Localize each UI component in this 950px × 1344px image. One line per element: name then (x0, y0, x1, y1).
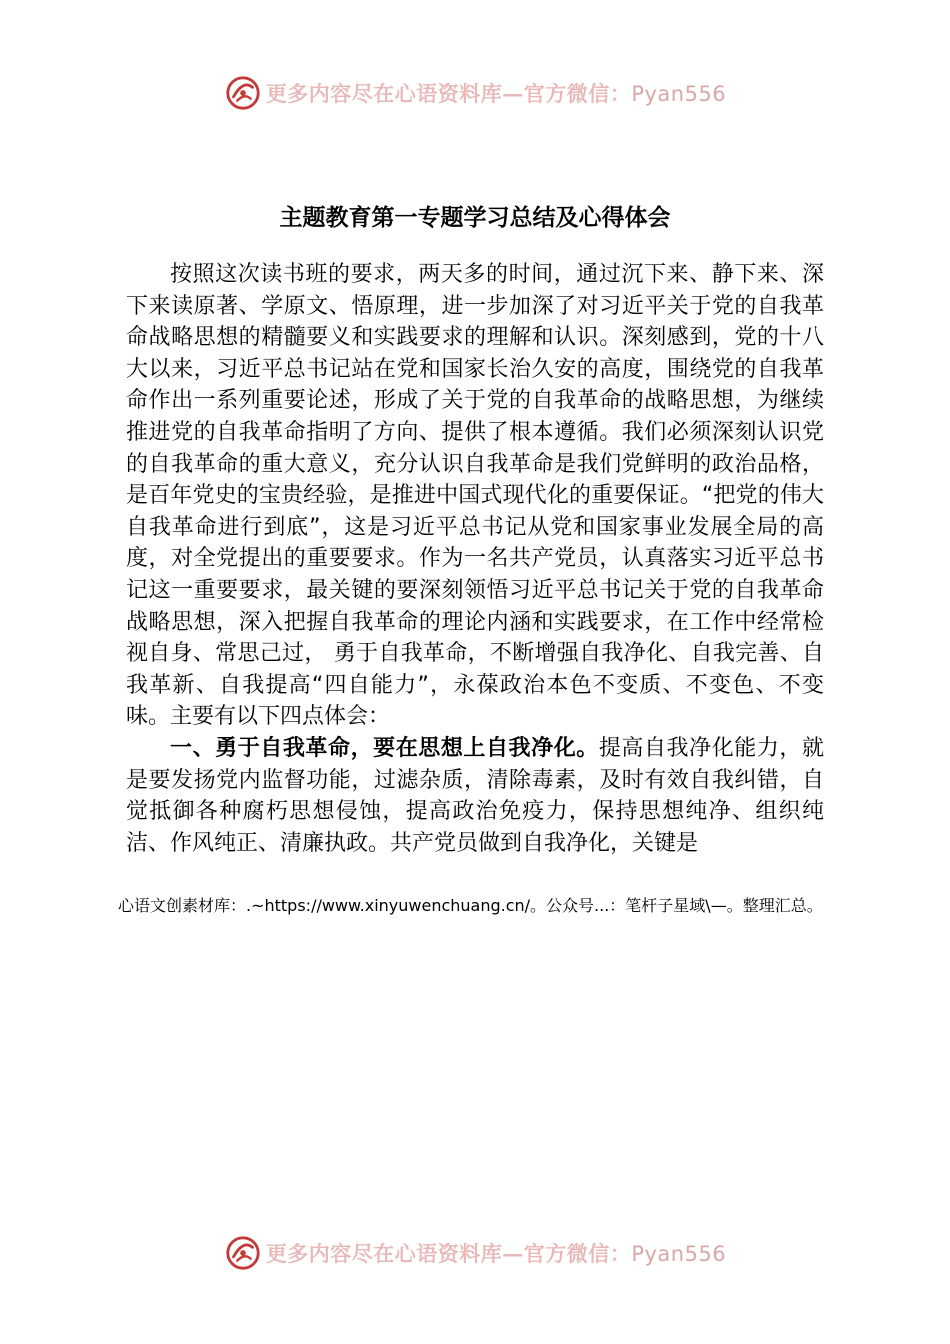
document-body (126, 259, 824, 859)
point-one-text: 提高自我净化能力，就是要发扬党内监督功能，过滤杂质，清除毒素，及时有效自我纠错，自觉抵御各种腐朽思想侵蚀，提高政治免疫力，保持思想纯净、组织纯洁、作风纯正、清廉执政。共产党员做到自我净化，关键是 (126, 735, 824, 856)
paragraph-intro: 按照这次读书班的要求，两天多的时间，通过沉下来、静下来、深下来读原著、学原文、悟原理，进一步加深了对习近平关于党的自我革命战略思想的精髓要义和实践要求的理解和认识。深刻感到，党的十八大以来，习近平总书记站在党和国家长治久安的高度，围绕党的自我革命作出一系列重要论述，形成了关于党的自我革命的战略思想，为继续推进党的自我革命指明了方向、提供了根本遵循。我们必须深刻认识党的自我革命的重大意义，充分认识自我革命是我们党鲜明的政治品格，是百年党史的宝贵经验，是推进中国式现代化的重要保证。“把党的伟大自我革命进行到底”，这是习近平总书记从党和国家事业发展全局的高度，对全党提出的重要要求。作为一名共产党员，认真落实习近平总书记这一重要要求，最关键的要深刻领悟习近平总书记关于党的自我革命战略思想，深入把握自我革命的理论内涵和实践要求，在工作中经常检视自身、常思己过， 勇于自我革命，不断增强自我净化、自我完善、自我革新、自我提高“四自能力”，永葆政治本色不变质、不变色、不变味。主要有以下四点体会： (126, 262, 824, 730)
seal-logo-icon (224, 1234, 262, 1272)
banner-slogan: 更多内容尽在心语资料库—官方微信： (265, 1241, 632, 1266)
header-watermark-banner (0, 70, 950, 116)
seal-logo-icon (224, 74, 262, 112)
banner-text (266, 78, 726, 108)
banner-text (266, 1238, 726, 1268)
source-footnote: 心语文创素材库：.~https://www.xinyuwenchuang.cn/。公众号...：笔杆子星域\—。整理汇总。 (118, 896, 823, 915)
paragraph-point-one (126, 733, 824, 859)
banner-wechat-id: Pyan556 (631, 1242, 727, 1266)
point-one-heading: 一、勇于自我革命，要在思想上自我净化。 (170, 735, 599, 761)
footer-watermark-banner (0, 1230, 950, 1276)
document-title: 主题教育第一专题学习总结及心得体会 (279, 205, 671, 231)
banner-slogan: 更多内容尽在心语资料库—官方微信： (265, 81, 632, 106)
banner-wechat-id: Pyan556 (631, 82, 727, 106)
